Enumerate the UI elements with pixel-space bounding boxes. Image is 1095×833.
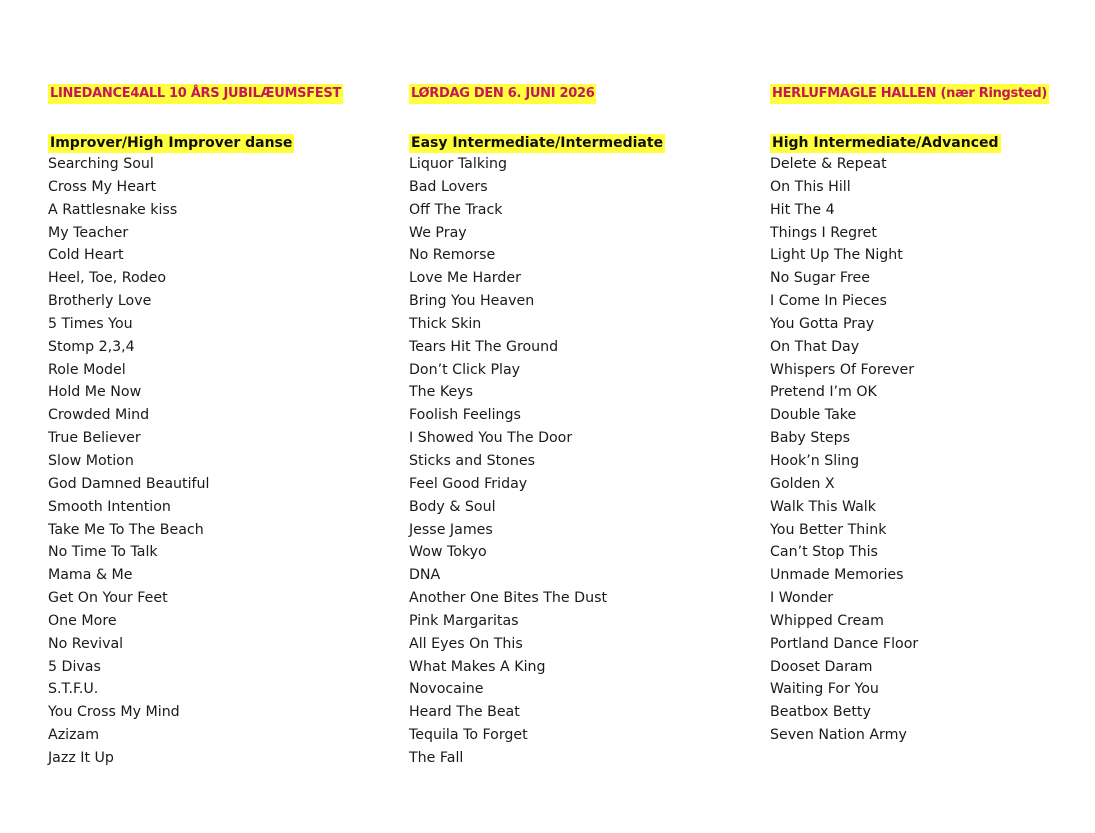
song-item: Thick Skin	[409, 315, 482, 332]
song-item: Cold Heart	[48, 247, 124, 264]
song-item: Foolish Feelings	[409, 407, 521, 424]
song-item: Feel Good Friday	[409, 475, 528, 492]
song-list-advanced	[770, 153, 1049, 747]
song-item: You Gotta Pray	[770, 315, 875, 332]
song-item: On This Hill	[770, 178, 851, 195]
song-item: Liquor Talking	[409, 156, 507, 172]
event-title: LINEDANCE4ALL 10 ÅRS JUBILÆUMSFEST	[48, 84, 343, 104]
song-item: Azizam	[48, 727, 100, 744]
event-date: LØRDAG DEN 6. JUNI 2026	[409, 84, 596, 104]
song-item: Portland Dance Floor	[770, 635, 919, 652]
song-item: Off The Track	[409, 201, 503, 218]
song-item: One More	[48, 612, 117, 629]
event-venue: HERLUFMAGLE HALLEN (nær Ringsted)	[770, 84, 1049, 104]
song-item: I Come In Pieces	[770, 293, 887, 310]
song-item: Bring You Heaven	[409, 293, 535, 310]
song-item: Can’t Stop This	[770, 544, 878, 561]
song-item: My Teacher	[48, 224, 129, 241]
song-item: Novocaine	[409, 681, 484, 698]
song-item: S.T.F.U.	[48, 681, 99, 698]
song-item: God Damned Beautiful	[48, 475, 210, 492]
song-item: Seven Nation Army	[770, 727, 907, 744]
song-item: Searching Soul	[48, 156, 154, 172]
song-item: Role Model	[48, 361, 126, 378]
song-item: Slow Motion	[48, 452, 134, 469]
song-item: On That Day	[770, 338, 860, 355]
song-item: Beatbox Betty	[770, 704, 871, 721]
song-item: Don’t Click Play	[409, 361, 521, 378]
song-item: You Better Think	[770, 521, 887, 538]
song-item: True Believer	[48, 430, 141, 447]
song-item: All Eyes On This	[409, 635, 523, 652]
song-item: Jazz It Up	[48, 749, 114, 766]
song-item: 5 Divas	[48, 658, 101, 675]
song-item: Light Up The Night	[770, 247, 903, 264]
song-item: Crowded Mind	[48, 407, 150, 424]
song-item: No Time To Talk	[48, 544, 158, 561]
song-item: Hit The 4	[770, 201, 835, 218]
song-item: Pretend I’m OK	[770, 384, 877, 401]
song-item: We Pray	[409, 224, 467, 241]
song-item: Double Take	[770, 407, 857, 424]
song-item: No Revival	[48, 635, 124, 652]
song-list-intermediate	[409, 153, 665, 770]
song-item: Mama & Me	[48, 567, 133, 584]
song-item: No Remorse	[409, 247, 496, 264]
song-item: The Keys	[409, 384, 474, 401]
song-item: Bad Lovers	[409, 178, 488, 195]
song-item: Heard The Beat	[409, 704, 520, 721]
song-item: Whipped Cream	[770, 612, 884, 629]
category-heading-advanced: High Intermediate/Advanced	[772, 135, 999, 151]
song-item: Take Me To The Beach	[48, 521, 204, 538]
song-item: Walk This Walk	[770, 498, 876, 515]
column-intermediate	[409, 82, 665, 770]
song-item: The Fall	[409, 749, 464, 766]
song-item: 5 Times You	[48, 315, 133, 332]
song-list-improver	[48, 153, 343, 770]
song-item: DNA	[409, 567, 441, 584]
song-item: Get On Your Feet	[48, 590, 168, 607]
song-item: Heel, Toe, Rodeo	[48, 270, 167, 287]
song-item: Brotherly Love	[48, 293, 152, 310]
column-improver	[48, 82, 343, 770]
category-heading-improver: Improver/High Improver danse	[50, 135, 293, 151]
song-item: Sticks and Stones	[409, 452, 535, 469]
song-item: Love Me Harder	[409, 270, 521, 287]
category-heading-intermediate: Easy Intermediate/Intermediate	[411, 135, 664, 151]
song-item: Whispers Of Forever	[770, 361, 915, 378]
song-item: Wow Tokyo	[409, 544, 487, 561]
song-item: Tears Hit The Ground	[409, 338, 559, 355]
song-item: Jesse James	[409, 521, 493, 538]
song-item: Hook’n Sling	[770, 452, 860, 469]
song-item: Stomp 2,3,4	[48, 338, 135, 355]
song-item: A Rattlesnake kiss	[48, 201, 178, 218]
song-item: Tequila To Forget	[409, 727, 528, 744]
song-item: I Showed You The Door	[409, 430, 573, 447]
song-item: Baby Steps	[770, 430, 851, 447]
song-item: I Wonder	[770, 590, 834, 607]
song-item: No Sugar Free	[770, 270, 870, 287]
song-item: You Cross My Mind	[48, 704, 180, 721]
song-item: Waiting For You	[770, 681, 879, 698]
column-advanced	[770, 82, 1049, 747]
song-item: Unmade Memories	[770, 567, 904, 584]
song-item: Hold Me Now	[48, 384, 142, 401]
song-item: Body & Soul	[409, 498, 496, 515]
song-item: Smooth Intention	[48, 498, 171, 515]
song-item: Delete & Repeat	[770, 156, 887, 172]
song-item: Pink Margaritas	[409, 612, 519, 629]
song-item: Golden X	[770, 475, 835, 492]
song-item: Things I Regret	[770, 224, 877, 241]
song-item: Cross My Heart	[48, 178, 157, 195]
song-item: What Makes A King	[409, 658, 546, 675]
song-item: Dooset Daram	[770, 658, 873, 675]
song-item: Another One Bites The Dust	[409, 590, 608, 607]
